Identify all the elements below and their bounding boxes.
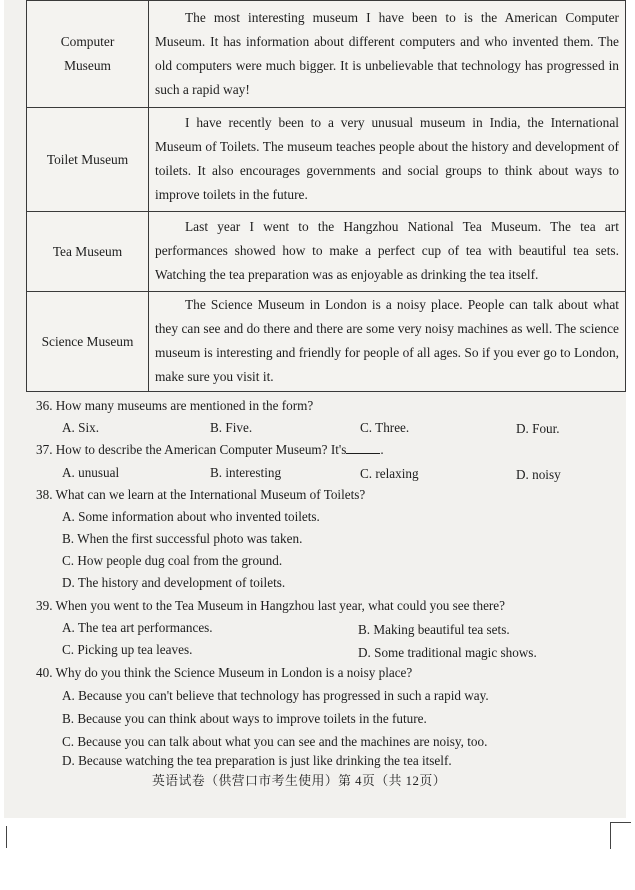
museum-name-text: Computer Museum <box>60 34 115 73</box>
question-37-option-a[interactable]: A. unusual <box>62 465 120 480</box>
question-37-stem-text: 37. How to describe the American Computer Museum? It's <box>36 442 347 457</box>
page-corner-mark-left <box>0 826 7 848</box>
question-36-option-b[interactable]: B. Five. <box>210 420 253 435</box>
question-40-option-b[interactable]: B. Because you can think about ways to improve toilets in the future. <box>62 711 427 726</box>
museum-desc-computer <box>149 1 626 108</box>
question-39-stem: 39. When you went to the Tea Museum in Hangzhou last year, what could you see there? <box>36 598 506 613</box>
page-footer: 英语试卷（供营口市考生使用）第 4页（共 12页） <box>152 774 447 788</box>
question-36-option-d[interactable]: D. Four. <box>516 421 560 436</box>
question-37-stem-end: . <box>380 442 384 457</box>
museum-name-science <box>27 292 149 392</box>
question-36-option-a[interactable]: A. Six. <box>62 420 100 435</box>
question-37-option-b[interactable]: B. interesting <box>210 465 282 480</box>
question-40-option-c[interactable]: C. Because you can talk about what you can see and the machines are noisy, too. <box>62 734 488 749</box>
question-36-option-c[interactable]: C. Three. <box>360 420 410 435</box>
museum-desc-text: The most interesting museum I have been to is the American Computer Museum. It has information about different computers and who invented them. The old computers were much bigger. It is unbelievable that technology has progressed in such a rapid way! <box>155 9 619 97</box>
question-37-stem <box>36 441 384 459</box>
page-corner-mark-right <box>610 822 631 849</box>
question-38-option-b[interactable]: B. When the first successful photo was taken. <box>62 531 303 546</box>
question-39-option-b[interactable]: B. Making beautiful tea sets. <box>358 622 510 637</box>
table-row <box>27 292 626 392</box>
question-39-option-a[interactable]: A. The tea art performances. <box>62 620 213 635</box>
museum-desc-text: Last year I went to the Hangzhou National Tea Museum. The tea art performances showed how to make a perfect cup of tea with beautiful tea sets. Watching the tea preparation was as enjoyable as drinking the tea itself. <box>155 219 619 282</box>
question-39-option-d[interactable]: D. Some traditional magic shows. <box>358 645 537 660</box>
question-37-option-c[interactable]: C. relaxing <box>360 466 419 481</box>
question-40-stem: 40. Why do you think the Science Museum in London is a noisy place? <box>36 665 413 680</box>
museum-name-computer <box>27 1 149 108</box>
museum-desc-toilet <box>149 108 626 212</box>
museum-desc-text: The Science Museum in London is a noisy place. People can talk about what they can see and do there and there are some very noisy machines as well. The science museum is interesting and friendly for people of all ages. So if you ever go to London, make sure you visit it. <box>155 297 619 384</box>
question-36-stem: 36. How many museums are mentioned in the form? <box>36 398 314 413</box>
museum-table <box>26 0 626 392</box>
question-38-stem: 38. What can we learn at the International Museum of Toilets? <box>36 487 366 502</box>
question-40-option-d[interactable]: D. Because watching the tea preparation is just like drinking the tea itself. <box>62 753 452 768</box>
question-38-option-a[interactable]: A. Some information about who invented toilets. <box>62 509 320 524</box>
museum-name-toilet <box>27 108 149 212</box>
museum-name-tea <box>27 212 149 292</box>
table-row <box>27 212 626 292</box>
museum-name-text: Toilet Museum <box>46 151 129 167</box>
museum-desc-tea <box>149 212 626 292</box>
museum-desc-science <box>149 292 626 392</box>
table-row <box>27 108 626 212</box>
museum-desc-text: I have recently been to a very unusual museum in India, the International Museum of Toilets. The museum teaches people about the history and development of toilets. It also encourages governments and social groups to think about ways to improve toilets in the future. <box>155 115 619 202</box>
question-39-option-c[interactable]: C. Picking up tea leaves. <box>62 642 193 657</box>
question-38-option-d[interactable]: D. The history and development of toilets. <box>62 575 286 590</box>
question-38-option-c[interactable]: C. How people dug coal from the ground. <box>62 553 283 568</box>
question-40-option-a[interactable]: A. Because you can't believe that technology has progressed in such a rapid way. <box>62 688 489 703</box>
table-row <box>27 1 626 108</box>
museum-name-text: Science Museum <box>41 333 134 349</box>
museum-name-text: Tea Museum <box>52 243 123 259</box>
answer-blank <box>346 441 380 454</box>
question-37-option-d[interactable]: D. noisy <box>516 467 561 482</box>
